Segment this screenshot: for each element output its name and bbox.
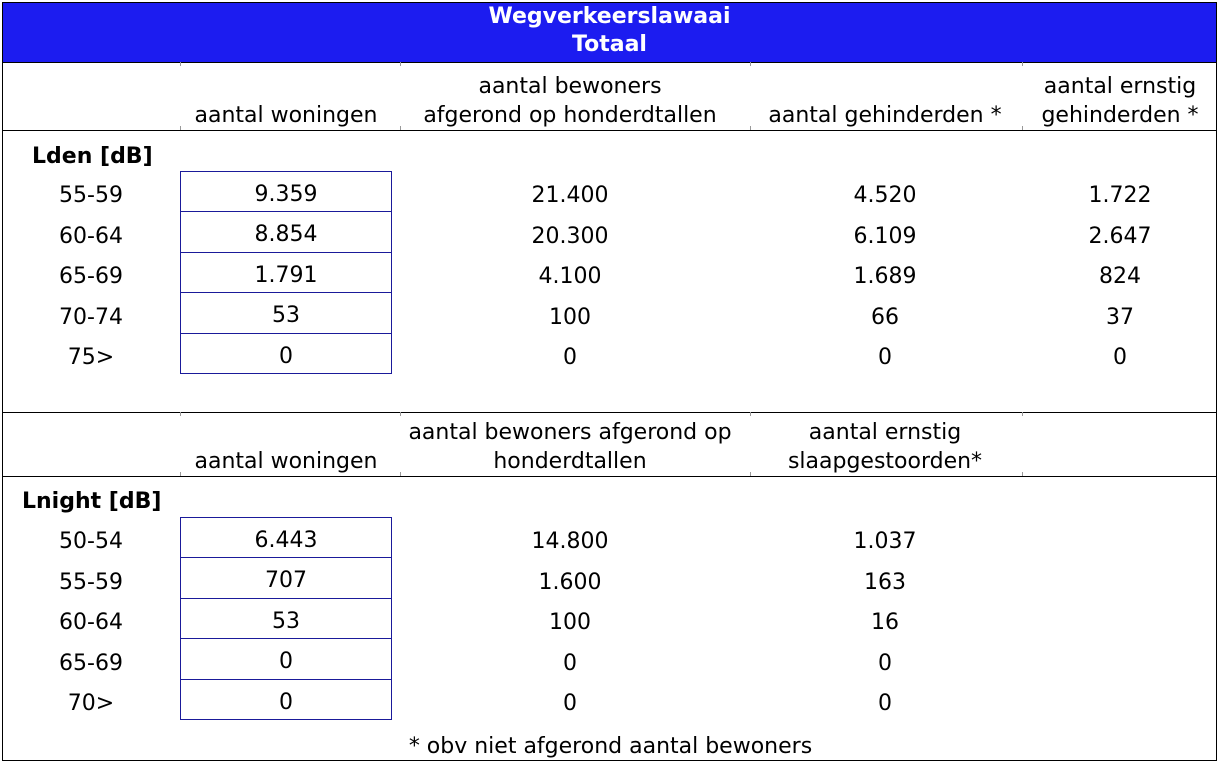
lden-ernstig-cell: 1.722 <box>1088 183 1152 208</box>
tick <box>180 412 181 416</box>
lden-section-label: Lden [dB] <box>32 144 153 169</box>
table-title <box>3 3 1216 62</box>
tick <box>1022 412 1023 416</box>
lnight-woningen-cell: 0 <box>181 639 391 679</box>
lden-woningen-cell: 1.791 <box>181 253 391 293</box>
lden-woningen-box <box>180 171 392 374</box>
lden-range-label: 75> <box>67 345 115 370</box>
tick <box>180 62 181 66</box>
lden-bewoners-cell: 4.100 <box>538 264 602 289</box>
lnight-woningen-box <box>180 517 392 720</box>
lden-range-label: 70-74 <box>59 305 123 330</box>
lden-bewoners-cell: 21.400 <box>531 183 609 208</box>
lnight-range-label: 65-69 <box>59 651 123 676</box>
lnight-bewoners-cell: 0 <box>563 691 577 716</box>
rule-under-lden-header <box>2 130 1217 131</box>
lden-header-gehinderden: aantal gehinderden * <box>768 103 1002 128</box>
lden-gehinderden-cell: 0 <box>878 345 892 370</box>
lden-ernstig-cell: 824 <box>1099 264 1141 289</box>
lnight-bewoners-cell: 1.600 <box>538 570 602 595</box>
lnight-bewoners-cell: 0 <box>563 651 577 676</box>
lnight-range-label: 50-54 <box>59 529 123 554</box>
lden-woningen-cell: 0 <box>279 343 293 369</box>
tick <box>1022 472 1023 476</box>
lnight-header-slaap-line1: aantal ernstig <box>808 420 962 445</box>
lnight-range-label: 55-59 <box>59 570 123 595</box>
lnight-slaap-cell: 0 <box>878 651 892 676</box>
tick <box>750 412 751 416</box>
lnight-woningen-cell: 707 <box>181 558 391 598</box>
lden-bewoners-cell: 100 <box>549 305 591 330</box>
lden-header-bewoners-line1: aantal bewoners <box>478 74 662 99</box>
lnight-range-label: 70> <box>67 691 115 716</box>
tick <box>1022 62 1023 66</box>
lden-gehinderden-cell: 4.520 <box>853 183 917 208</box>
lnight-bewoners-cell: 14.800 <box>531 529 609 554</box>
lden-woningen-cell: 53 <box>181 293 391 333</box>
lnight-slaap-cell: 1.037 <box>853 529 917 554</box>
lnight-header-woningen: aantal woningen <box>194 449 378 474</box>
lden-gehinderden-cell: 1.689 <box>853 264 917 289</box>
lden-ernstig-cell: 2.647 <box>1088 224 1152 249</box>
lden-woningen-cell: 8.854 <box>181 212 391 252</box>
lnight-range-label: 60-64 <box>59 610 123 635</box>
lden-ernstig-cell: 37 <box>1106 305 1134 330</box>
lden-header-ernstig-line2: gehinderden * <box>1041 103 1199 128</box>
tick <box>750 62 751 66</box>
lnight-header-bewoners-line2: honderdtallen <box>493 449 647 474</box>
lnight-bewoners-cell: 100 <box>549 610 591 635</box>
lden-header-bewoners-line2: afgerond op honderdtallen <box>423 103 717 128</box>
lden-header-woningen: aantal woningen <box>194 103 378 128</box>
lnight-slaap-cell: 0 <box>878 691 892 716</box>
rule-section-divider <box>2 412 1217 413</box>
lnight-slaap-cell: 16 <box>871 610 899 635</box>
title-line-2: Totaal <box>572 32 647 57</box>
lden-range-label: 65-69 <box>59 264 123 289</box>
lden-woningen-cell: 9.359 <box>181 172 391 212</box>
title-line-1: Wegverkeerslawaai <box>488 4 731 29</box>
footnote: * obv niet afgerond aantal bewoners <box>408 734 813 759</box>
lden-bewoners-cell: 20.300 <box>531 224 609 249</box>
tick <box>400 62 401 66</box>
rule-under-title <box>2 62 1217 63</box>
lden-gehinderden-cell: 66 <box>871 305 899 330</box>
lnight-section-label: Lnight [dB] <box>22 489 162 514</box>
lnight-woningen-cell: 6.443 <box>181 518 391 558</box>
lden-bewoners-cell: 0 <box>563 345 577 370</box>
lnight-woningen-cell: 53 <box>181 599 391 639</box>
rule-under-lnight-header <box>2 476 1217 477</box>
lden-range-label: 55-59 <box>59 183 123 208</box>
lnight-header-bewoners-line1: aantal bewoners afgerond op <box>408 420 732 445</box>
lden-ernstig-cell: 0 <box>1113 345 1127 370</box>
lnight-header-slaap-line2: slaapgestoorden* <box>787 449 983 474</box>
lden-gehinderden-cell: 6.109 <box>853 224 917 249</box>
lden-header-ernstig-line1: aantal ernstig <box>1043 74 1197 99</box>
lnight-slaap-cell: 163 <box>864 570 906 595</box>
lden-range-label: 60-64 <box>59 224 123 249</box>
tick <box>400 412 401 416</box>
lnight-woningen-cell: 0 <box>279 689 293 715</box>
